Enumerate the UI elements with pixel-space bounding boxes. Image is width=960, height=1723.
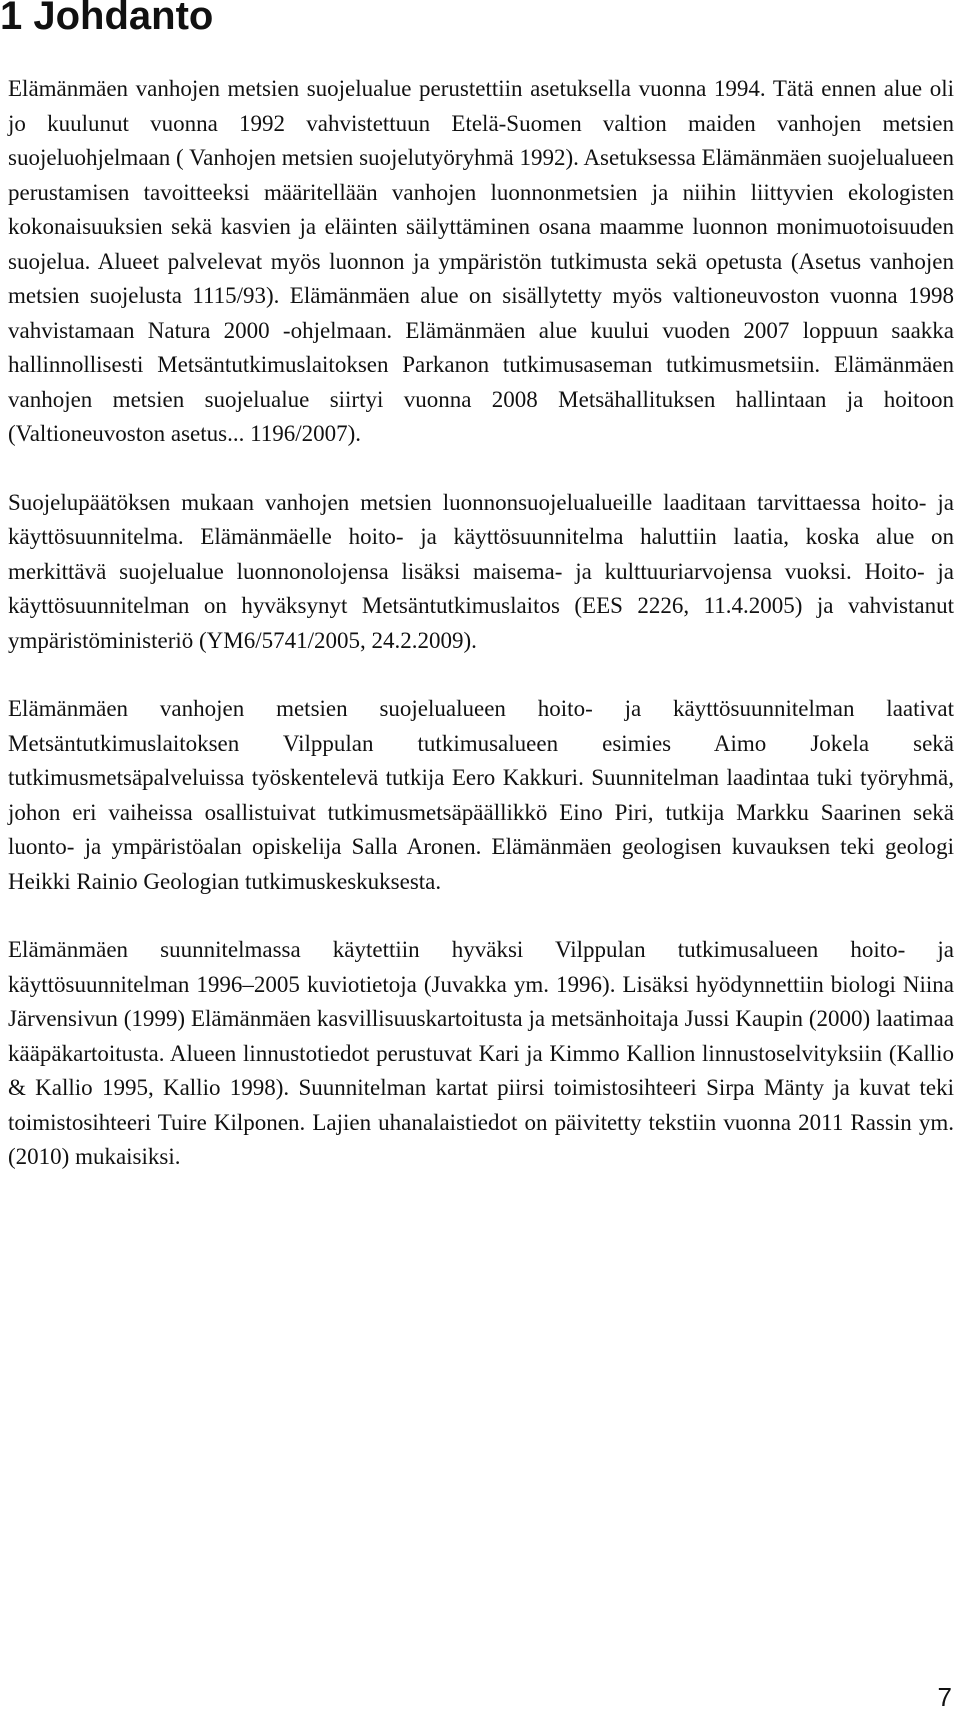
paragraph-3: Elämänmäen vanhojen metsien suojelualueen hoito- ja käyttösuunnitelman laativat Metsäntutkimuslaitoksen Vilppulan tutkimusalueen esimies Aimo Jokela sekä tutkimusmetsäpalveluissa työskentelevä tutkija Eero Kakkuri. Suunnitelman laadintaa tuki työryhmä, johon eri vaiheissa osallistuivat tutkimusmetsäpäällikkö Eino Piri, tutkija Markku Saarinen sekä luonto- ja ympäristöalan opiskelija Salla Aronen. Elämänmäen geologisen kuvauksen teki geologi Heikki Rainio Geologian tutkimuskeskuksesta. (8, 696, 954, 894)
paragraph-4: Elämänmäen suunnitelmassa käytettiin hyväksi Vilppulan tutkimusalueen hoito- ja käyttösuunnitelman 1996–2005 kuviotietoja (Juvakka ym. 1996). Lisäksi hyödynnettiin biologi Niina Järvensivun (1999) Elämänmäen kasvillisuuskartoitusta ja metsänhoitaja Jussi Kaupin (2000) laatimaa kääpäkartoitusta. Alueen linnustotiedot perustuvat Kari ja Kimmo Kallion linnustoselvityksiin (Kallio & Kallio 1995, Kallio 1998). Suunnitelman kartat piirsi toimistosihteeri Sirpa Mänty ja kuvat teki toimistosihteeri Tuire Kilponen. Lajien uhanalaistiedot on päivitetty tekstiin vuonna 2011 Rassin ym. (2010) mukaisiksi. (8, 937, 954, 1169)
page-number: 7 (937, 1682, 952, 1712)
body-text (8, 72, 954, 1209)
paragraph-1: Elämänmäen vanhojen metsien suojelualue perustettiin asetuksella vuonna 1994. Tätä ennen alue oli jo kuulunut vuonna 1992 vahvistettuun Etelä-Suomen valtion maiden vanhojen metsien suojeluohjelmaan ( Vanhojen metsien suojelutyöryhmä 1992). Asetuksessa Elämänmäen suojelualueen perustamisen tavoitteeksi määritellään vanhojen luonnonmetsien ja niihin liittyvien ekologisten kokonaisuuksien sekä kasvien ja eläinten säilyttäminen osana maamme luonnon monimuotoisuuden suojelua. Alueet palvelevat myös luonnon ja ympäristön tutkimusta sekä opetusta (Asetus vanhojen metsien suojelusta 1115/93). Elämänmäen alue on sisällytetty myös valtioneuvoston vuonna 1998 vahvistamaan Natura 2000 -ohjelmaan. Elämänmäen alue kuului vuoden 2007 loppuun saakka hallinnollisesti Metsäntutkimuslaitoksen Parkanon tutkimusaseman tutkimusmetsiin. Elämänmäen vanhojen metsien suojelualue siirtyi vuonna 2008 Metsähallituksen hallintaan ja hoitoon (Valtioneuvoston asetus... 1196/2007). (8, 76, 954, 446)
section-heading: 1 Johdanto (0, 0, 214, 38)
paragraph-2: Suojelupäätöksen mukaan vanhojen metsien luonnonsuojelualueille laaditaan tarvittaessa hoito- ja käyttösuunnitelma. Elämänmäelle hoito- ja käyttösuunnitelma haluttiin laatia, koska alue on merkittävä suojelualue luonnonolojensa lisäksi maisema- ja kulttuuriarvojensa vuoksi. Hoito- ja käyttösuunnitelman on hyväksynyt Metsäntutkimuslaitos (EES 2226, 11.4.2005) ja vahvistanut ympäristöministeriö (YM6/5741/2005, 24.2.2009). (8, 489, 954, 653)
